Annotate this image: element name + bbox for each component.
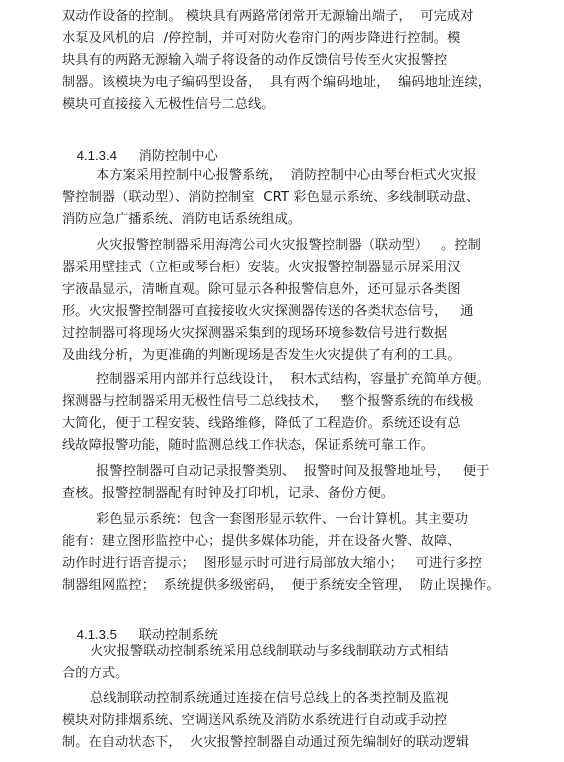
- section-number: 4.1.3.4: [76, 148, 117, 163]
- text-line: 查核。报警控制器配有时钟及打印机，记录、备份方便。: [62, 486, 395, 501]
- text-line: 探测器与控制器采用无极性信号二总线技术， 整个报警系统的布线极: [62, 394, 474, 409]
- text-line: 消防应急广播系统、消防电话系统组成。: [62, 212, 302, 227]
- text-line: 能有：建立图形监控中心；提供多媒体功能，并在设备火警、故障、: [62, 534, 461, 549]
- text-line: 合的方式。: [62, 666, 129, 681]
- text-line: 形。火灾报警控制器可直接接收火灾探测器传送的各类状态信号， 通: [62, 304, 474, 319]
- text-line: 火灾报警控制器采用海湾公司火灾报警控制器（联动型） 。控制: [96, 238, 481, 253]
- text-line: 彩色显示系统：包含一套图形显示软件、一台计算机。其主要功: [96, 512, 469, 527]
- text-line: 字液晶显示，清晰直观。除可显示各种报警信息外，还可显示各类图: [62, 282, 461, 297]
- text-line: 大简化，便于工程安装、线路维修，降低了工程造价。系统还设有总: [62, 416, 461, 431]
- text-line: 制。在自动状态下， 火灾报警控制器自动通过预先编制好的联动逻辑: [62, 735, 470, 750]
- text-line: 模块可直接接入无极性信号二总线。: [62, 97, 275, 112]
- text-line: 本方案采用控制中心报警系统， 消防控制中心由琴台柜式火灾报: [96, 168, 477, 183]
- text-line: 总线制联动控制系统通过连接在信号总线上的各类控制及监视: [90, 691, 449, 706]
- text-line: 器采用壁挂式（立柜或琴台柜）安装。火灾报警控制器显示屏采用汉: [62, 260, 461, 275]
- text-line: 制器组网监控； 系统提供多级密码， 便于系统安全管理， 防止误操作。: [62, 578, 500, 593]
- section-title: 联动控制系统: [138, 627, 218, 642]
- text-line: 动作时进行语音提示； 图形显示时可进行局部放大缩小； 可进行多控: [62, 556, 483, 571]
- text-line: 块具有的两路无源输入端子将设备的动作反馈信号传至火灾报警控: [62, 53, 448, 68]
- text-line: 水泵及风机的启 /停控制，并可对防火卷帘门的两步降进行控制。模: [62, 31, 461, 46]
- text-line: 控制器采用内部并行总线设计， 积木式结构，容量扩充简单方便。: [96, 372, 490, 387]
- text-line: 线故障报警功能，随时监测总线工作状态，保证系统可靠工作。: [62, 438, 435, 453]
- text-line: 模块对防排烟系统、空调送风系统及消防水系统进行自动或手动控: [62, 713, 448, 728]
- text-line: 过控制器可将现场火灾探测器采集到的现场环境参数信号进行数据: [62, 326, 448, 341]
- text-line: 报警控制器可自动记录报警类别、 报警时间及报警地址号， 便于: [96, 464, 490, 479]
- section-title: 消防控制中心: [138, 148, 218, 163]
- text-line: 制器。该模块为电子编码型设备， 具有两个编码地址， 编码地址连续，: [62, 75, 492, 90]
- section-number: 4.1.3.5: [76, 627, 117, 642]
- text-line: 火灾报警联动控制系统采用总线制联动与多线制联动方式相结: [90, 644, 449, 659]
- text-line: 警控制器（联动型）、消防控制室 CRT 彩色显示系统、多线制联动盘、: [62, 190, 480, 205]
- text-line: 及曲线分析，为更准确的判断现场是否发生火灾提供了有利的工具。: [62, 348, 461, 363]
- text-line: 双动作设备的控制。 模块具有两路常闭常开无源输出端子， 可完成对: [62, 9, 474, 24]
